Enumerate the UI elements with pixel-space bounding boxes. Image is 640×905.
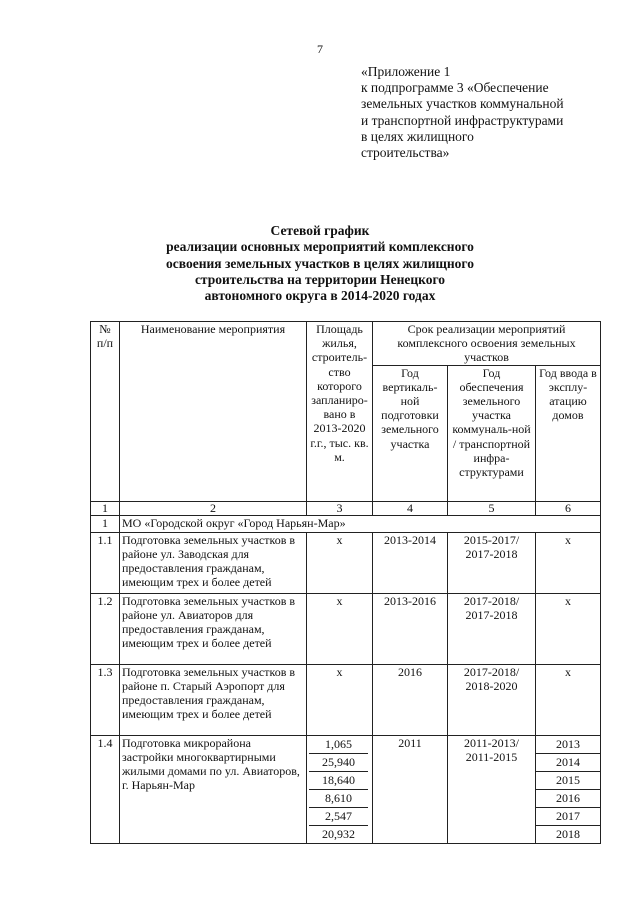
year-value: 2014 (536, 754, 600, 772)
column-number: 3 (307, 501, 373, 515)
year-value: 2015 (536, 772, 600, 790)
header-row (91, 322, 601, 366)
area-value: 18,640 (309, 772, 368, 790)
table-row (91, 532, 601, 593)
appendix-caption (361, 64, 621, 161)
row-num: 1.1 (91, 532, 120, 593)
title-line: строительства на территории Ненецкого (194, 271, 446, 287)
row-area: х (307, 593, 373, 664)
title-line: Сетевой график (270, 223, 370, 238)
column-number: 1 (91, 501, 120, 515)
area-value: 20,932 (322, 826, 355, 841)
row-area: х (307, 664, 373, 735)
row-name: Подготовка микрорайона застройки многоквартирными жилыми домами по ул. Авиаторов, г. Нарьян-Мар (120, 735, 307, 843)
row-vertical: 2016 (373, 664, 448, 735)
row-num: 1.3 (91, 664, 120, 735)
schedule-table (90, 321, 601, 844)
title-line: автономного округа в 2014-2020 годах (204, 288, 436, 304)
appendix-line: в целях жилищного (361, 128, 474, 144)
row-year-list (536, 735, 601, 843)
section-name: МО «Городской округ «Город Нарьян-Мар» (120, 515, 601, 532)
year-value: 2016 (536, 790, 600, 808)
header-name: Наименование мероприятия (120, 322, 307, 502)
row-num: 1.2 (91, 593, 120, 664)
row-commission: х (536, 664, 601, 735)
column-number: 4 (373, 501, 448, 515)
header-area: Площадь жилья, строитель-ство которого запланиро-вано в 2013-2020 г.г., тыс. кв. м. (307, 322, 373, 502)
year-value: 2018 (556, 826, 580, 841)
area-value: 25,940 (309, 754, 368, 772)
section-num: 1 (91, 515, 120, 532)
row-vertical: 2011 (373, 735, 448, 843)
row-commission: х (536, 532, 601, 593)
header-commission: Год ввода в эксплу-атацию домов (536, 365, 601, 501)
row-name: Подготовка земельных участков в районе ул. Заводская для предоставления гражданам, имеющим трех и более детей (120, 532, 307, 593)
column-number: 6 (536, 501, 601, 515)
column-number: 2 (120, 501, 307, 515)
appendix-line: «Приложение 1 (361, 64, 451, 79)
row-infra: 2015-2017/ 2017-2018 (448, 532, 536, 593)
appendix-line: и транспортной инфраструктурами (361, 112, 564, 128)
appendix-line: к подпрограмме 3 «Обеспечение (361, 80, 549, 96)
appendix-line: строительства» (361, 145, 450, 161)
row-infra: 2011-2013/ 2011-2015 (448, 735, 536, 843)
row-name: Подготовка земельных участков в районе п. Старый Аэропорт для предоставления гражданам, имеющим трех и более детей (120, 664, 307, 735)
row-vertical: 2013-2014 (373, 532, 448, 593)
row-infra: 2017-2018/ 2018-2020 (448, 664, 536, 735)
area-value: 2,547 (309, 808, 368, 826)
page-number: 7 (317, 42, 323, 56)
header-period: Срок реализации мероприятий комплексного освоения земельных участков (373, 322, 601, 366)
area-value: 1,065 (309, 736, 368, 754)
row-infra: 2017-2018/ 2017-2018 (448, 593, 536, 664)
column-number: 5 (448, 501, 536, 515)
header-infra: Год обеспечения земельного участка коммуналь-ной / транспортной инфра-структурами (448, 365, 536, 501)
column-number-row (91, 501, 601, 515)
section-row (91, 515, 601, 532)
header-vertical: Год вертикаль-ной подготовки земельного участка (373, 365, 448, 501)
area-value: 8,610 (309, 790, 368, 808)
row-num: 1.4 (91, 735, 120, 843)
table-row (91, 664, 601, 735)
year-value: 2013 (536, 736, 600, 754)
row-name: Подготовка земельных участков в районе ул. Авиаторов для предоставления гражданам, имеющим трех и более детей (120, 593, 307, 664)
title-line: реализации основных мероприятий комплексного (166, 239, 474, 255)
document-title (150, 223, 490, 304)
year-value: 2017 (536, 808, 600, 826)
row-commission: х (536, 593, 601, 664)
table-row (91, 593, 601, 664)
title-line: освоения земельных участков в целях жилищного (166, 255, 474, 271)
row-vertical: 2013-2016 (373, 593, 448, 664)
row-area-list (307, 735, 373, 843)
row-area: х (307, 532, 373, 593)
table-row (91, 735, 601, 843)
appendix-line: земельных участков коммунальной (361, 96, 564, 112)
header-num: № п/п (91, 322, 120, 502)
